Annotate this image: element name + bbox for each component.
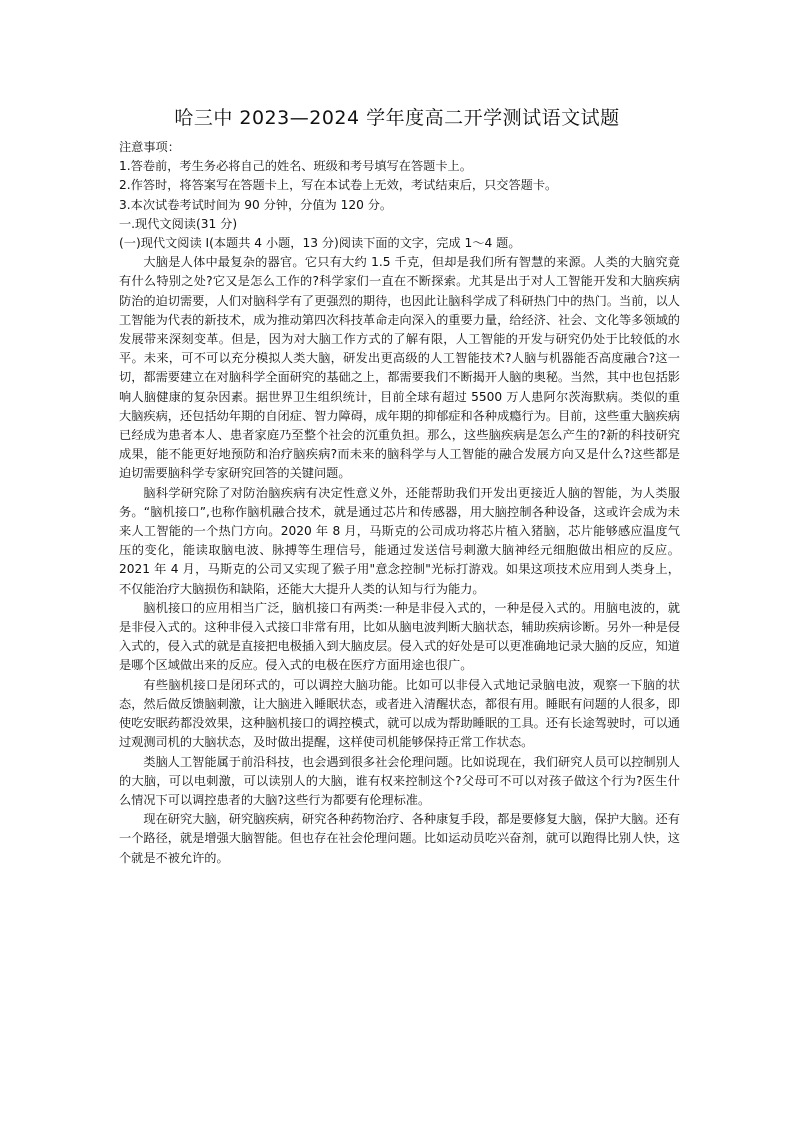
passage-paragraph-1: 大脑是人体中最复杂的器官。它只有大约 1.5 千克，但却是我们所有智慧的来源。人类的大脑究竟有什么特别之处?它又是怎么工作的?科学家们一直在不断探索。尤其是出于对人工智能开发和大脑疾病防治的迫切需要，人们对脑科学有了更强烈的期待，也因此让脑科学成了科研热门中的热门。当前，以人工智能为代表的新技术，成为推动第四次科技革命走向深入的重要力量，给经济、社会、文化等多领域的发展带来深刻变革。但是，因为对大脑工作方式的了解有限，人工智能的开发与研究仍处于比较低的水平。未来，可不可以充分模拟人类大脑，研发出更高级的人工智能技术?人脑与机器能否高度融合?这一切，都需要建立在对脑科学全面研究的基础之上，都需要我们不断揭开人脑的奥秘。当然，其中也包括影响人脑健康的复杂因素。据世界卫生组织统计，目前全球有超过 5500 万人患阿尔茨海默病。类似的重大脑疾病，还包括幼年期的自闭症、智力障碍，成年期的抑郁症和各种成瘾行为。目前，这些重大脑疾病已经成为患者本人、患者家庭乃至整个社会的沉重负担。那么，这些脑疾病是怎么产生的?新的科技研究成果，能不能更好地预防和治疗脑疾病?而未来的脑科学与人工智能的融合发展方向又是什么?这些都是迫切需要脑科学专家研究回答的关键问题。	[119, 255, 680, 481]
passage-paragraph-3: 脑机接口的应用相当广泛，脑机接口有两类:一种是非侵入式的，一种是侵入式的。用脑电波的，就是非侵入式的。这种非侵入式接口非常有用，比如从脑电波判断大脑状态，辅助疾病诊断。另外一种是侵入式的，侵入式的就是直接把电极插入到大脑皮层。侵入式的好处是可以更准确地记录大脑的反应，知道是哪个区域做出来的反应。侵入式的电极在医疗方面用途也很广。	[119, 600, 680, 673]
subsection-heading: (一)现代文阅读 I(本题共 4 小题，13 分)阅读下面的文字，完成 1～4 题。	[119, 236, 521, 251]
exam-body	[119, 138, 680, 868]
notice-item-1: 1.答卷前，考生务必将自己的姓名、班级和考号填写在答题卡上。	[119, 159, 472, 174]
section-heading: 一.现代文阅读(31 分)	[119, 216, 238, 231]
notice-heading: 注意事项：	[119, 140, 180, 154]
passage-paragraph-5: 类脑人工智能属于前沿科技，也会遇到很多社会伦理问题。比如说现在，我们研究人员可以控制别人的大脑，可以电刺激，可以读别人的大脑，谁有权来控制这个?父母可不可以对孩子做这个行为?医生什么情况下可以调控患者的大脑?这些行为都要有伦理标准。	[119, 754, 680, 807]
notice-item-2: 2.作答时，将答案写在答题卡上，写在本试卷上无效，考试结束后，只交答题卡。	[119, 178, 558, 193]
notice-item-3: 3.本次试卷考试时间为 90 分钟，分值为 120 分。	[119, 197, 393, 212]
passage-paragraph-4: 有些脑机接口是闭环式的，可以调控大脑功能。比如可以非侵入式地记录脑电波，观察一下脑的状态，然后做反馈脑刺激，让大脑进入睡眠状态，或者进入清醒状态，都很有用。睡眠有问题的人很多，即使吃安眠药都没效果，这种脑机接口的调控模式，就可以成为帮助睡眠的工具。还有长途驾驶时，可以通过观测司机的大脑状态，及时做出提醒，这样使司机能够保持正常工作状态。	[119, 677, 680, 750]
passage-paragraph-6: 现在研究大脑，研究脑疾病，研究各种药物治疗、各种康复手段，都是要修复大脑，保护大脑。还有一个路径，就是增强大脑智能。但也存在社会伦理问题。比如运动员吃兴奋剂，就可以跑得比别人快，这个就是不被允许的。	[119, 812, 680, 865]
passage-paragraph-2: 脑科学研究除了对防治脑疾病有决定性意义外，还能帮助我们开发出更接近人脑的智能，为人类服务。“脑机接口”,也称作脑机融合技术，就是通过芯片和传感器，用大脑控制各种设备，这或许会成为未来人工智能的一个热门方向。2020 年 8 月，马斯克的公司成功将芯片植入猪脑，芯片能够感应温度气压的变化，能读取脑电波、脉搏等生理信号，能通过发送信号刺激大脑神经元细胞做出相应的反应。2021 年 4 月，马斯克的公司又实现了猴子用"意念控制"光标打游戏。如果这项技术应用到人类身上，不仅能治疗大脑损伤和缺陷，还能大大提升人类的认知与行为能力。	[119, 485, 680, 596]
exam-title: 哈三中 2023—2024 学年度高二开学测试语文试题	[174, 107, 620, 129]
